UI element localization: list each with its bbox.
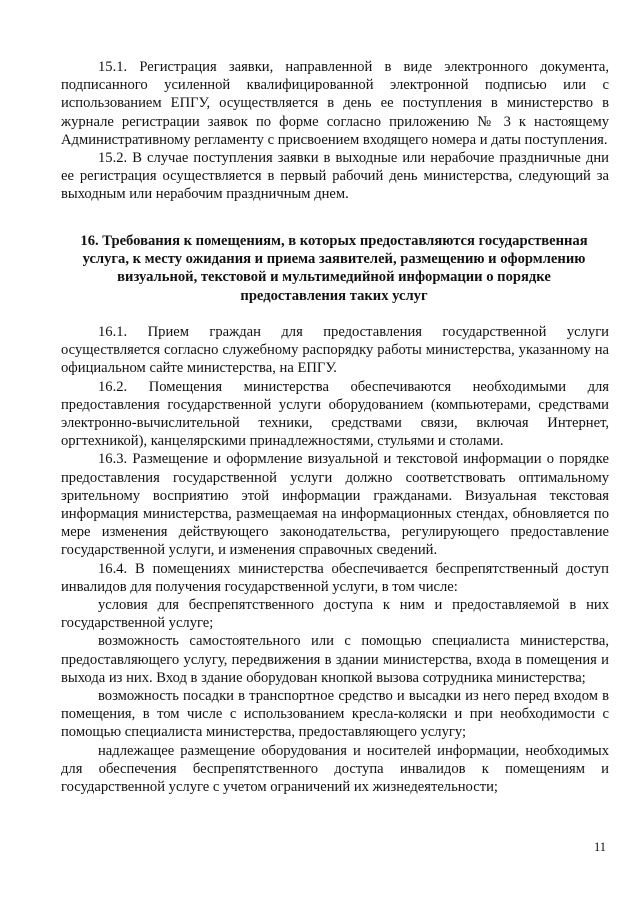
paragraph-16-4-item-1: условия для беспрепятственного доступа к ним и предоставляемой в них государственной услуге; xyxy=(61,597,609,632)
paragraph-16-4-item-4: надлежащее размещение оборудования и носителей информации, необходимых для обеспечения беспрепятственного доступа инвалидов к помещениям и государственной услуге с учетом ограничений их жизнедеятельности; xyxy=(61,742,609,796)
paragraph-15-2: 15.2. В случае поступления заявки в выходные или нерабочие праздничные дни ее регистрация осуществляется в первый рабочий день министерства, следующий за выходным или нерабочим праздничным днем. xyxy=(61,150,609,203)
paragraph-16-1: 16.1. Прием граждан для предоставления государственной услуги осуществляется согласно служебному распорядку работы министерства, указанному на официальном сайте министерства, на ЕПГУ. xyxy=(61,324,609,377)
section-15-text xyxy=(61,58,609,204)
section-16-heading: 16. Требования к помещениям, в которых предоставляются государственная услуга, к месту ожидания и приема заявителей, размещению и оформлению визуальной, текстовой и мультимедийной информации о порядке предоставления таких услуг xyxy=(80,233,588,304)
page-number: 11 xyxy=(594,840,607,854)
paragraph-15-1: 15.1. Регистрация заявки, направленной в виде электронного документа, подписанного усиленной квалифицированной электронной подписью или с использованием ЕПГУ, осуществляется в день ее поступления в министерство в журнале регистрации заявок по форме согласно приложению № 3 к настоящему Административному регламенту с присвоением входящего номера и даты поступления. xyxy=(61,59,609,148)
paragraph-16-3: 16.3. Размещение и оформление визуальной и текстовой информации о порядке предоставления государственной услуги должно соответствовать оптимальному зрительному восприятию этой информации гражданами. Визуальная текстовая информация министерства, размещаемая на информационных стендах, обновляется по мере изменения действующего законодательства, регулирующего предоставление государственной услуги, и изменения справочных сведений. xyxy=(61,451,609,559)
paragraph-16-2: 16.2. Помещения министерства обеспечиваются необходимыми для предоставления государственной услуги оборудованием (компьютерами, средствами электронно-вычислительной техники, средствами связи, включая Интернет, оргтехникой), канцелярскими принадлежностями, стульями и столами. xyxy=(61,378,609,450)
paragraph-16-4-item-3: возможность посадки в транспортное средство и высадки из него перед входом в помещения, в том числе с использованием кресла-коляски и при необходимости с помощью специалиста министерства, предоставляющего услугу; xyxy=(61,688,609,741)
paragraph-16-4: 16.4. В помещениях министерства обеспечивается беспрепятственный доступ инвалидов для получения государственной услуги, в том числе: xyxy=(61,560,609,595)
section-16-text xyxy=(61,323,609,796)
paragraph-16-4-item-2: возможность самостоятельного или с помощью специалиста министерства, предоставляющего услугу, передвижения в здании министерства, входа в помещения и выхода из них. Вход в здание оборудован кнопкой вызова сотрудника министерства; xyxy=(61,633,609,686)
